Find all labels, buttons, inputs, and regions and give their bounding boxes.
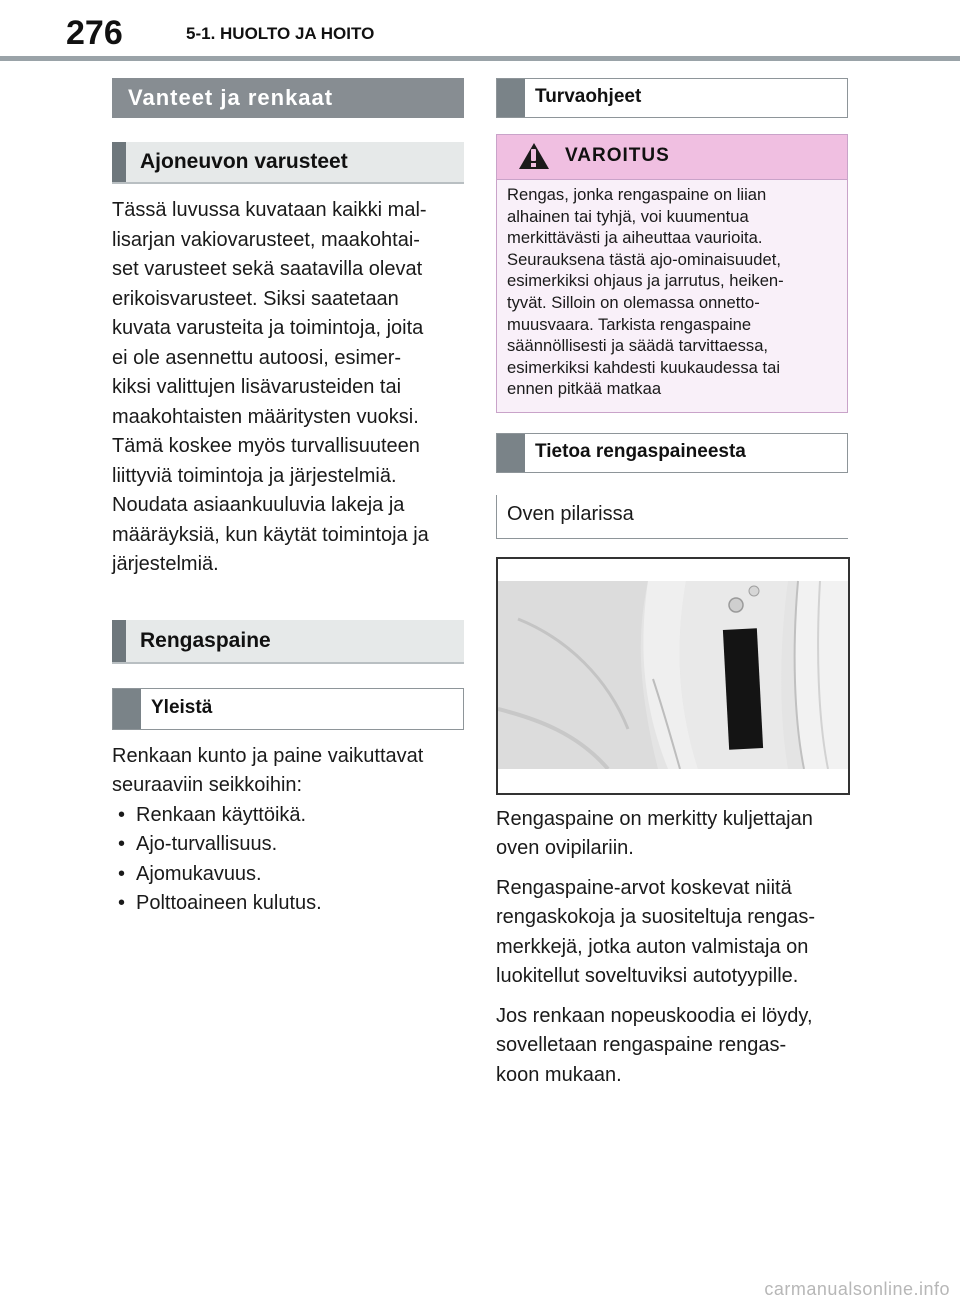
para-pressure-location <box>496 805 848 864</box>
subheading-marker <box>497 79 525 117</box>
text-line: säännöllisesti ja säädä tarvittaessa, <box>507 336 769 356</box>
text-line: luokitellut soveltuviksi autotyypille. <box>496 965 799 988</box>
text-line: Seurauksena tästä ajo-ominaisuudet, <box>507 249 781 269</box>
text-line: alhainen tai tyhjä, voi kuumentua <box>507 206 749 226</box>
text-line: rengaskokoja ja suositeltuja rengas- <box>496 906 816 929</box>
list-item: • Polttoaineen kulutus. <box>112 889 464 919</box>
text-line: määräyksiä, kun käytät toimintoja ja <box>112 523 429 546</box>
right-column <box>496 78 848 1090</box>
chapter-section-title: Vanteet ja renkaat <box>112 78 464 118</box>
equipment-paragraph <box>112 196 464 580</box>
door-pillar-illustration <box>498 559 848 793</box>
text-line: erikoisvarusteet. Siksi saatetaan <box>112 287 399 310</box>
text-line: merkittävästi ja aiheuttaa vaurioita. <box>507 228 763 248</box>
para-speed-code <box>496 1002 848 1091</box>
heading-marker <box>112 142 126 182</box>
page-header <box>0 0 960 64</box>
section-heading-tire-pressure <box>112 620 464 664</box>
text-line: sovelletaan rengaspaine rengas- <box>496 1034 787 1057</box>
text-line: kiksi valittujen lisävarusteiden tai <box>112 376 402 398</box>
text-line: merkkejä, jotka auton valmistaja on <box>496 935 809 958</box>
list-item: • Ajo-turvallisuus. <box>112 830 464 860</box>
warning-label: VAROITUS <box>565 145 670 166</box>
text-line: Rengaspaine on merkitty kuljettajan <box>496 807 813 830</box>
chapter-title: 5-1. HUOLTO JA HOITO <box>186 24 375 43</box>
subheading-safety <box>496 78 848 118</box>
text-line: oven ovipilariin. <box>496 837 634 860</box>
section-heading-text: Ajoneuvon varusteet <box>140 150 348 173</box>
text-line: set varusteet sekä saatavilla olevat <box>112 258 423 280</box>
figure-caption: Oven pilarissa <box>496 495 848 539</box>
subheading-tire-pressure-info <box>496 433 848 473</box>
warning-text <box>497 179 847 412</box>
text-line: seuraaviin seikkoihin: <box>112 774 303 796</box>
subheading-text: Tietoa rengaspaineesta <box>535 440 746 462</box>
text-line: ennen pitkää matkaa <box>507 379 662 399</box>
text-line: esimerkiksi ohjaus ja jarrutus, heiken- <box>507 271 784 291</box>
page-number: 276 <box>66 14 123 52</box>
text-line: Jos renkaan nopeuskoodia ei löydy, <box>496 1004 813 1027</box>
subheading-marker <box>497 434 525 472</box>
list-item: • Ajomukavuus. <box>112 860 464 890</box>
section-heading-text: Rengaspaine <box>140 628 271 652</box>
text-line: Tässä luvussa kuvataan kaikki mal- <box>112 199 427 221</box>
section-heading-equipment <box>112 142 464 184</box>
watermark: carmanualsonline.info <box>764 1279 950 1299</box>
text-line: järjestelmiä. <box>112 553 219 575</box>
text-line: Rengaspaine-arvot koskevat niitä <box>496 876 792 899</box>
warning-box <box>496 134 848 413</box>
text-line: lisarjan vakiovarusteet, maakohtai- <box>112 228 420 251</box>
tire-pressure-intro <box>112 742 464 801</box>
text-line: esimerkiksi kahdesti kuukaudessa tai <box>507 357 781 377</box>
exclamation-dot-icon <box>531 163 536 167</box>
text-line: ei ole asennettu autoosi, esimer- <box>112 346 402 369</box>
door-pillar-photo <box>496 557 850 795</box>
text-line: Renkaan kunto ja paine vaikuttavat <box>112 744 424 767</box>
exclamation-icon <box>531 149 536 161</box>
text-line: muusvaara. Tarkista rengaspaine <box>507 314 752 334</box>
text-line: Rengas, jonka rengaspaine on liian <box>507 185 767 204</box>
header-divider <box>0 56 960 61</box>
heading-marker <box>112 620 126 662</box>
subheading-marker <box>113 689 141 729</box>
subheading-text: Yleistä <box>151 696 213 718</box>
subheading-text: Turvaohjeet <box>535 86 642 107</box>
text-line: Tämä koskee myös turvallisuuteen <box>112 435 420 457</box>
para-pressure-values <box>496 874 848 992</box>
text-line: maakohtaisten määritysten vuoksi. <box>112 405 419 428</box>
list-item: • Renkaan käyttöikä. <box>112 801 464 831</box>
text-line: Noudata asiaankuuluvia lakeja ja <box>112 494 405 516</box>
left-column <box>112 78 464 919</box>
text-line: tyvät. Silloin on olemassa onnetto- <box>507 292 760 312</box>
bullet-list <box>112 801 464 919</box>
subheading-general <box>112 688 464 730</box>
text-line: kuvata varusteita ja toimintoja, joita <box>112 317 424 339</box>
text-line: liittyviä toimintoja ja järjestelmiä. <box>112 464 397 487</box>
warning-header <box>497 135 847 179</box>
text-line: koon mukaan. <box>496 1063 622 1086</box>
